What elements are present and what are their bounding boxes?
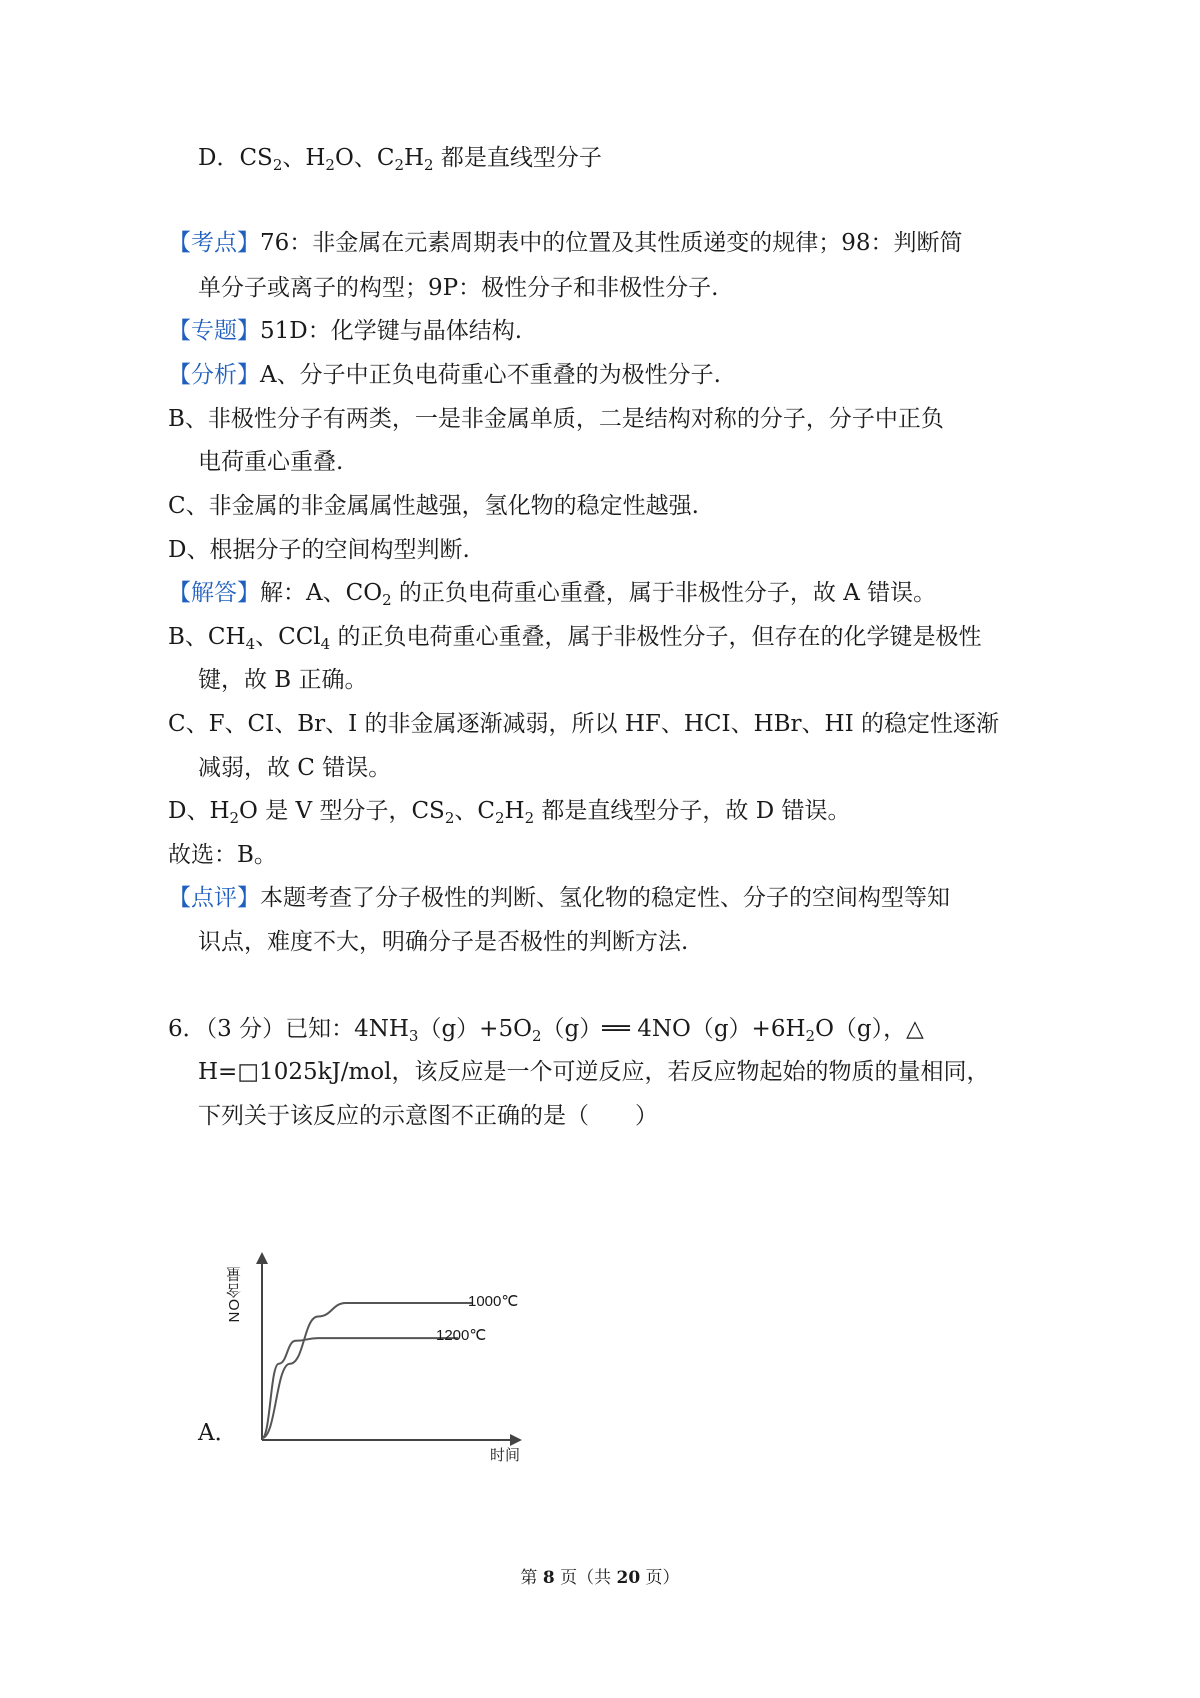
y-axis-arrow (256, 1252, 268, 1264)
zhuanti-line: 【专题】51D：化学键与晶体结构. (168, 318, 523, 344)
jieda-conclusion: 故选：B。 (168, 842, 277, 868)
q6-line2: H=□1025kJ/mol，该反应是一个可逆反应，若反应物起始的物质的量相同， (198, 1059, 990, 1085)
q6-line1: 6．（3 分）已知：$4NH_3(g)+5O_2(g)══$ $4NO(g)+6H_2O(g)$，△ (168, 1016, 924, 1045)
option-d: D．$CS_2$、$H_2O$、$C_2H_2$ 都是直线型分子 (198, 145, 602, 174)
kaodian-tag: 【考点】 (168, 230, 260, 256)
jieda-c1: C、F、CI、Br、I 的非金属逐渐减弱，所以 HF、HCI、HBr、HI 的稳定性逐渐 (168, 711, 1000, 737)
option-a-label: A． (198, 1420, 238, 1446)
page-number: 8 (542, 1568, 555, 1588)
jieda-d: D、$H_2O$ 是 V 型分子，$CS_2$、$C_2H_2$ 都是直线型分子，故 D 错误。 (168, 798, 851, 827)
legend-1000: 1000℃ (468, 1293, 519, 1310)
fenxi-b1: B、非极性分子有两类，一是非金属单质，二是结构对称的分子，分子中正负 (168, 406, 944, 432)
fenxi-d: D、根据分子的空间构型判断. (168, 537, 470, 563)
jieda-a: 【解答】解：A、$CO_2$ 的正负电荷重心重叠，属于非极性分子，故 A 错误。 (168, 580, 937, 609)
fenxi-b2: 电荷重心重叠. (198, 449, 344, 475)
jieda-tag: 【解答】 (168, 580, 260, 606)
chart-svg (210, 1248, 590, 1463)
series-line-1200 (262, 1338, 458, 1438)
x-axis-label: 时间 (490, 1447, 521, 1464)
kaodian-line1: 【考点】76：非金属在元素周期表中的位置及其性质递变的规律；98：判断简 (168, 230, 963, 256)
page-footer: 第 8 页（共 20 页） (520, 1568, 680, 1588)
kaodian-line2: 单分子或离子的构型；9P：极性分子和非极性分子. (198, 275, 719, 301)
fenxi-c: C、非金属的非金属属性越强，氢化物的稳定性越强. (168, 493, 699, 519)
fenxi-a: 【分析】A、分子中正负电荷重心不重叠的为极性分子. (168, 362, 721, 388)
option-d-label: D． (198, 145, 240, 171)
jieda-c2: 减弱，故 C 错误。 (198, 755, 392, 781)
fenxi-tag: 【分析】 (168, 362, 260, 388)
dianping-line2: 识点，难度不大，明确分子是否极性的判断方法. (198, 929, 689, 955)
series-line-1000 (262, 1303, 472, 1438)
legend-1200: 1200℃ (436, 1327, 487, 1344)
y-axis-label: NO含量 (226, 1266, 243, 1323)
q6-line3: 下列关于该反应的示意图不正确的是（ ） (198, 1103, 658, 1129)
page-total: 20 (616, 1568, 641, 1588)
dianping-line1: 【点评】本题考查了分子极性的判断、氢化物的稳定性、分子的空间构型等知 (168, 885, 950, 911)
jieda-b2: 键，故 B 正确。 (198, 667, 368, 693)
zhuanti-tag: 【专题】 (168, 318, 260, 344)
dianping-tag: 【点评】 (168, 885, 260, 911)
jieda-b1: B、$CH_4$、CCl$_4$ 的正负电荷重心重叠，属于非极性分子，但存在的化学键是极性 (168, 624, 982, 653)
option-a-chart (210, 1248, 590, 1463)
